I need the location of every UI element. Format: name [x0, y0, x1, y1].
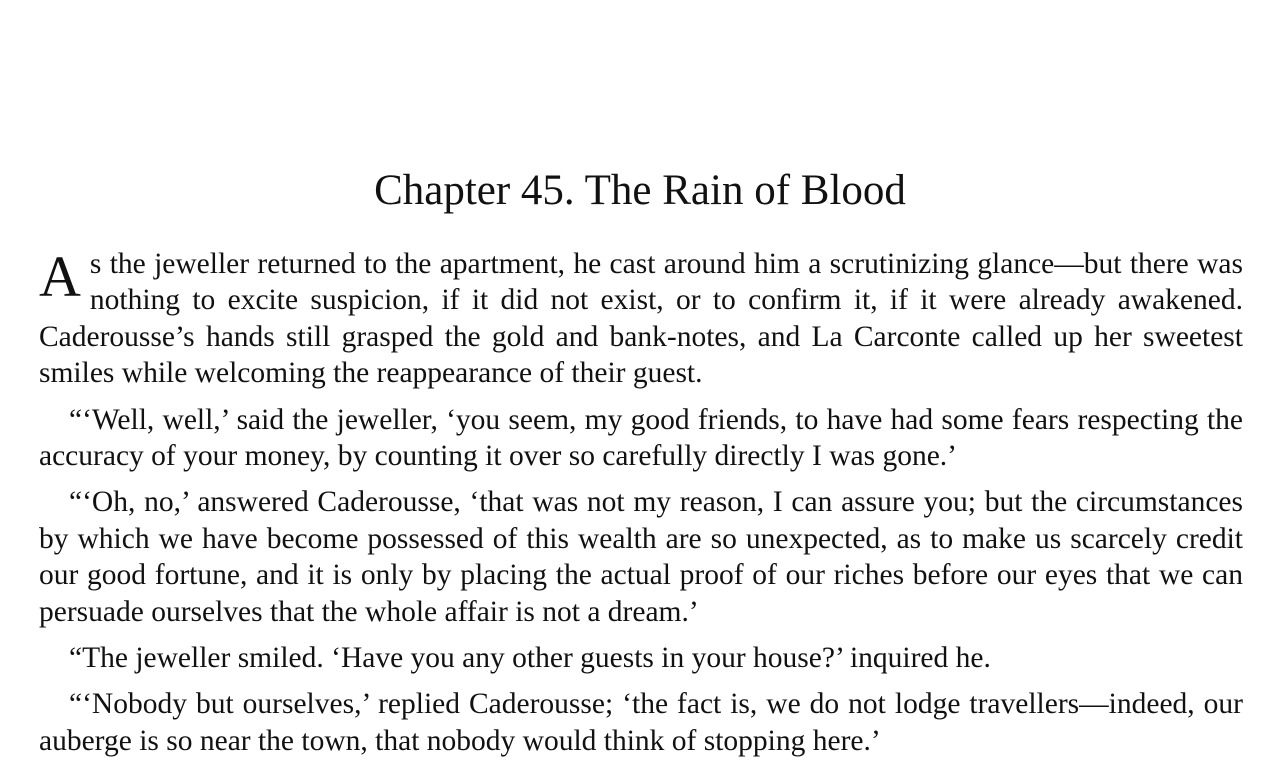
paragraph-1-text: s the jeweller returned to the apartment, he cast around him a scrutinizing glance—but there was nothing to excite suspicion, if it did not exist, or to confirm it, if it were already awakened. Caderousse’s hands still grasped the gold and bank-notes, and La Carconte called up her sweetest smiles while welcoming the reappearance of their guest.: [39, 248, 1243, 390]
paragraph-2: “‘Well, well,’ said the jeweller, ‘you seem, my good friends, to have had some fears respecting the accuracy of your money, by counting it over so carefully directly I was gone.’: [39, 403, 1243, 473]
chapter-body: [39, 246, 1243, 769]
paragraph-1: [39, 246, 1243, 392]
chapter-title: Chapter 45. The Rain of Blood: [374, 167, 906, 214]
paragraph-3: “‘Oh, no,’ answered Caderousse, ‘that was not my reason, I can assure you; but the circumstances by which we have become possessed of this wealth are so unexpected, as to make us scarcely credit our good fortune, and it is only by placing the actual proof of our riches before our eyes that we can persuade ourselves that the whole affair is not a dream.’: [39, 486, 1243, 628]
paragraph-4: “The jeweller smiled. ‘Have you any other guests in your house?’ inquired he.: [69, 642, 991, 675]
drop-cap: A: [39, 244, 81, 309]
paragraph-5: “‘Nobody but ourselves,’ replied Caderousse; ‘the fact is, we do not lodge travellers—indeed, our auberge is so near the town, that nobody would think of stopping here.’: [39, 688, 1243, 757]
